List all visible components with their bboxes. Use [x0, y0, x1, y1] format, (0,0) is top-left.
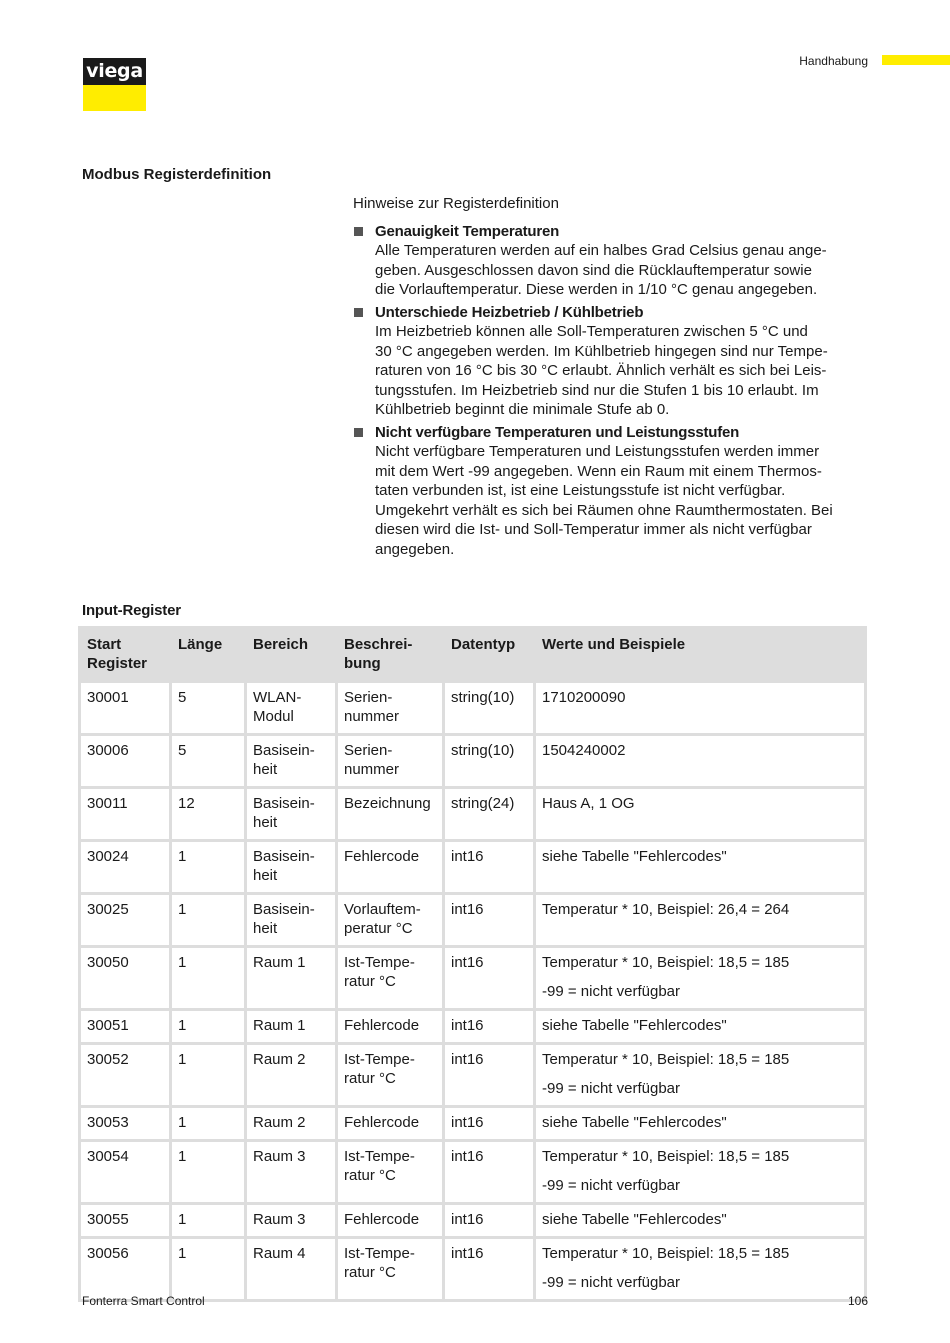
value-line: Temperatur * 10, Beispiel: 26,4 = 264	[542, 901, 790, 918]
table-row	[81, 1142, 864, 1202]
cell-start-register: 30055	[81, 1205, 169, 1236]
table-row	[81, 789, 864, 839]
cell-laenge: 1	[172, 1142, 244, 1202]
cell-laenge: 1	[172, 1239, 244, 1299]
cell-start-register: 30053	[81, 1108, 169, 1139]
cell-datentyp: string(10)	[445, 683, 533, 733]
cell-start-register: 30050	[81, 948, 169, 1008]
value-line: 1710200090	[542, 689, 626, 706]
logo-yellow-block	[83, 85, 146, 111]
cell-werte	[536, 683, 864, 733]
cell-werte	[536, 1045, 864, 1105]
note-item	[353, 303, 868, 420]
cell-beschreibung: Ist-Tempe- ratur °C	[338, 1239, 442, 1299]
cell-bereich: Raum 1	[247, 948, 335, 1008]
header-beschreibung: Beschrei- bung	[338, 629, 442, 680]
cell-start-register: 30024	[81, 842, 169, 892]
footer-document-title: Fonterra Smart Control	[82, 1294, 205, 1308]
cell-bereich: WLAN- Modul	[247, 683, 335, 733]
cell-beschreibung: Vorlauftem- peratur °C	[338, 895, 442, 945]
value-line: -99 = nicht verfügbar	[542, 1177, 680, 1194]
cell-laenge: 5	[172, 736, 244, 786]
note-heading: Nicht verfügbare Temperaturen und Leistungsstufen	[353, 423, 868, 443]
cell-beschreibung: Ist-Tempe- ratur °C	[338, 948, 442, 1008]
cell-datentyp: int16	[445, 1045, 533, 1105]
table-row	[81, 683, 864, 733]
value-line: siehe Tabelle "Fehlercodes"	[542, 848, 727, 865]
cell-laenge: 1	[172, 1205, 244, 1236]
cell-laenge: 5	[172, 683, 244, 733]
cell-laenge: 1	[172, 895, 244, 945]
header-start-register: Start Register	[81, 629, 169, 680]
cell-beschreibung: Ist-Tempe- ratur °C	[338, 1045, 442, 1105]
header-werte: Werte und Beispiele	[536, 629, 864, 680]
cell-bereich: Basisein- heit	[247, 736, 335, 786]
value-line: -99 = nicht verfügbar	[542, 983, 680, 1000]
table-row	[81, 1239, 864, 1299]
cell-start-register: 30001	[81, 683, 169, 733]
cell-laenge: 1	[172, 948, 244, 1008]
table-body	[81, 683, 864, 1299]
table-row	[81, 1205, 864, 1236]
cell-werte	[536, 1239, 864, 1299]
bullet-square-icon	[354, 428, 363, 437]
cell-start-register: 30006	[81, 736, 169, 786]
cell-bereich: Basisein- heit	[247, 895, 335, 945]
cell-beschreibung: Bezeichnung	[338, 789, 442, 839]
cell-datentyp: int16	[445, 895, 533, 945]
cell-start-register: 30056	[81, 1239, 169, 1299]
notes-intro: Hinweise zur Registerdefinition	[353, 195, 559, 212]
table-row	[81, 895, 864, 945]
note-body: Nicht verfügbare Temperaturen und Leistungsstufen werden immer mit dem Wert -99 angegeben. Wenn ein Raum mit einem Thermos- taten verbunden ist, ist eine Leistungsstufe ist nicht verfügbar. Umgekehrt verhält es sich bei Räumen ohne Raumthermostaten. Bei diesen wird die Ist- und Soll-Temperatur immer als nicht verfügbar angegeben.	[375, 443, 833, 558]
cell-beschreibung: Serien- nummer	[338, 736, 442, 786]
logo-wordmark: viega	[83, 58, 146, 85]
cell-laenge: 1	[172, 1011, 244, 1042]
table-row	[81, 1011, 864, 1042]
bullet-square-icon	[354, 227, 363, 236]
cell-bereich: Raum 1	[247, 1011, 335, 1042]
table-row	[81, 1045, 864, 1105]
cell-beschreibung: Fehlercode	[338, 1108, 442, 1139]
table-row	[81, 736, 864, 786]
cell-datentyp: int16	[445, 1205, 533, 1236]
cell-werte	[536, 1108, 864, 1139]
value-line: Temperatur * 10, Beispiel: 18,5 = 185	[542, 954, 790, 971]
table-header-row	[81, 629, 864, 680]
note-heading: Genauigkeit Temperaturen	[353, 222, 868, 242]
cell-werte	[536, 842, 864, 892]
viega-logo	[83, 58, 146, 111]
cell-bereich: Raum 2	[247, 1045, 335, 1105]
cell-start-register: 30011	[81, 789, 169, 839]
cell-beschreibung: Fehlercode	[338, 842, 442, 892]
header-laenge: Länge	[172, 629, 244, 680]
cell-beschreibung: Serien- nummer	[338, 683, 442, 733]
register-notes	[353, 194, 868, 562]
cell-bereich: Raum 4	[247, 1239, 335, 1299]
cell-werte	[536, 1011, 864, 1042]
header-yellow-bar	[882, 55, 950, 65]
cell-bereich: Basisein- heit	[247, 789, 335, 839]
value-line: siehe Tabelle "Fehlercodes"	[542, 1114, 727, 1131]
note-item	[353, 423, 868, 560]
cell-laenge: 12	[172, 789, 244, 839]
footer-page-number: 106	[847, 1294, 868, 1308]
cell-laenge: 1	[172, 842, 244, 892]
value-line: Temperatur * 10, Beispiel: 18,5 = 185	[542, 1148, 790, 1165]
cell-datentyp: int16	[445, 948, 533, 1008]
value-line: -99 = nicht verfügbar	[542, 1080, 680, 1097]
header-section-label: Handhabung	[799, 54, 868, 68]
cell-datentyp: string(10)	[445, 736, 533, 786]
value-line: 1504240002	[542, 742, 626, 759]
cell-datentyp: int16	[445, 1142, 533, 1202]
cell-bereich: Basisein- heit	[247, 842, 335, 892]
cell-laenge: 1	[172, 1108, 244, 1139]
cell-beschreibung: Ist-Tempe- ratur °C	[338, 1142, 442, 1202]
header-bereich: Bereich	[247, 629, 335, 680]
cell-datentyp: string(24)	[445, 789, 533, 839]
cell-bereich: Raum 3	[247, 1142, 335, 1202]
cell-bereich: Raum 2	[247, 1108, 335, 1139]
cell-werte	[536, 736, 864, 786]
value-line: Temperatur * 10, Beispiel: 18,5 = 185	[542, 1051, 790, 1068]
cell-werte	[536, 789, 864, 839]
table-row	[81, 1108, 864, 1139]
section-title: Modbus Registerdefinition	[82, 166, 272, 183]
cell-start-register: 30054	[81, 1142, 169, 1202]
table-row	[81, 948, 864, 1008]
cell-datentyp: int16	[445, 1011, 533, 1042]
table-title: Input-Register	[82, 602, 181, 619]
value-line: Haus A, 1 OG	[542, 795, 635, 812]
input-register-table	[78, 626, 867, 1302]
value-line: -99 = nicht verfügbar	[542, 1274, 680, 1291]
value-line: siehe Tabelle "Fehlercodes"	[542, 1017, 727, 1034]
cell-werte	[536, 895, 864, 945]
note-item	[353, 222, 868, 300]
value-line: Temperatur * 10, Beispiel: 18,5 = 185	[542, 1245, 790, 1262]
note-body: Im Heizbetrieb können alle Soll-Temperaturen zwischen 5 °C und 30 °C angegeben werden. Im Kühlbetrieb hingegen sind nur Tempe- raturen von 16 °C bis 30 °C erlaubt. Ähnlich verhält es sich bei Leis- tungsstufen. Im Heizbetrieb sind nur die Stufen 1 bis 10 erlaubt. Im Kühlbetrieb beginnt die minimale Stufe ab 0.	[375, 323, 828, 418]
table-row	[81, 842, 864, 892]
header-datentyp: Datentyp	[445, 629, 533, 680]
cell-beschreibung: Fehlercode	[338, 1011, 442, 1042]
cell-werte	[536, 948, 864, 1008]
note-heading: Unterschiede Heizbetrieb / Kühlbetrieb	[353, 303, 868, 323]
notes-list	[353, 222, 868, 560]
cell-start-register: 30051	[81, 1011, 169, 1042]
cell-laenge: 1	[172, 1045, 244, 1105]
cell-werte	[536, 1205, 864, 1236]
cell-werte	[536, 1142, 864, 1202]
cell-datentyp: int16	[445, 1239, 533, 1299]
cell-bereich: Raum 3	[247, 1205, 335, 1236]
cell-datentyp: int16	[445, 1108, 533, 1139]
bullet-square-icon	[354, 308, 363, 317]
cell-beschreibung: Fehlercode	[338, 1205, 442, 1236]
cell-datentyp: int16	[445, 842, 533, 892]
note-body: Alle Temperaturen werden auf ein halbes Grad Celsius genau ange- geben. Ausgeschlossen davon sind die Rücklauftemperatur sowie die Vorlauftemperatur. Diese werden in 1/10 °C genau angegeben.	[375, 242, 827, 298]
value-line: siehe Tabelle "Fehlercodes"	[542, 1211, 727, 1228]
cell-start-register: 30052	[81, 1045, 169, 1105]
cell-start-register: 30025	[81, 895, 169, 945]
